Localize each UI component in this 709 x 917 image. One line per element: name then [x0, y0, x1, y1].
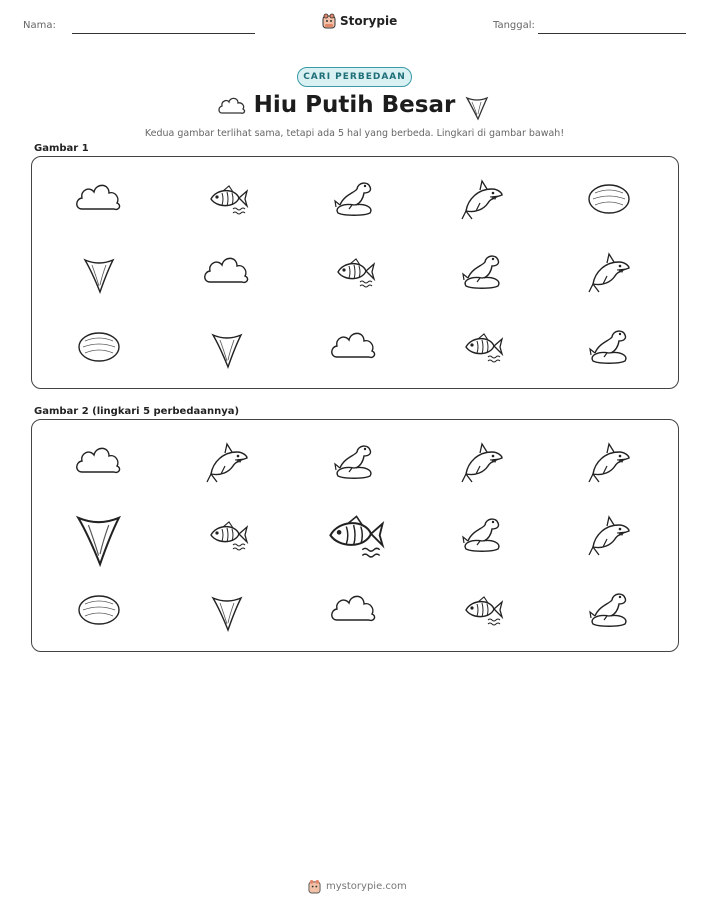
seal-icon — [581, 585, 637, 635]
picture1-cell-1-4 — [581, 247, 637, 297]
picture1-cell-0-0 — [71, 174, 127, 224]
seal-icon — [326, 174, 382, 224]
shark-tooth-icon — [58, 499, 139, 572]
fish-icon — [454, 322, 510, 372]
picture2-cell-0-3[interactable] — [454, 437, 510, 487]
shark-icon — [581, 247, 637, 297]
egg-case-icon — [71, 322, 127, 372]
picture2-cell-0-0[interactable] — [71, 437, 127, 487]
footer — [308, 879, 407, 894]
picture1-cell-2-1 — [199, 322, 255, 372]
date-label: Tanggal: — [493, 20, 535, 31]
picture2-panel[interactable] — [31, 419, 679, 652]
footer-site[interactable]: mystorypie.com — [326, 881, 407, 892]
cloud-icon — [199, 247, 255, 297]
picture1-cell-1-0 — [71, 247, 127, 297]
instructions: Kedua gambar terlihat sama, tetapi ada 5 hal yang berbeda. Lingkari di gambar bawah! — [144, 128, 565, 139]
brand-logo — [322, 13, 397, 29]
picture2-cell-0-2[interactable] — [326, 437, 382, 487]
fish-icon — [313, 499, 394, 572]
picture2-cell-2-4[interactable] — [581, 585, 637, 635]
picture2-cell-1-1[interactable] — [199, 510, 255, 560]
picture1-cell-2-4 — [581, 322, 637, 372]
fish-icon — [454, 585, 510, 635]
fish-icon — [326, 247, 382, 297]
picture2-cell-0-1[interactable] — [199, 437, 255, 487]
picture1-cell-0-2 — [326, 174, 382, 224]
picture1-cell-0-1 — [199, 174, 255, 224]
picture1-label: Gambar 1 — [34, 143, 89, 154]
picture1-cell-0-3 — [454, 174, 510, 224]
picture2-cell-0-4[interactable] — [581, 437, 637, 487]
shark-tooth-icon — [71, 247, 127, 297]
picture2-cell-1-4[interactable] — [581, 510, 637, 560]
picture1-cell-1-3 — [454, 247, 510, 297]
shark-icon — [581, 437, 637, 487]
picture2-cell-1-2[interactable] — [313, 499, 394, 572]
seal-icon — [454, 247, 510, 297]
worksheet-title: Hiu Putih Besar — [253, 92, 456, 118]
fish-icon — [199, 174, 255, 224]
picture2-cell-2-1[interactable] — [199, 585, 255, 635]
picture1-panel — [31, 156, 679, 389]
picture1-cell-1-1 — [199, 247, 255, 297]
egg-case-icon — [581, 174, 637, 224]
seal-icon — [581, 322, 637, 372]
shark-tooth-icon — [465, 93, 489, 121]
picture2-cell-2-0[interactable] — [71, 585, 127, 635]
picture1-cell-0-4 — [581, 174, 637, 224]
egg-case-icon — [71, 585, 127, 635]
storypie-mascot-icon — [322, 13, 336, 29]
picture1-cell-2-3 — [454, 322, 510, 372]
name-field[interactable] — [72, 33, 255, 34]
picture2-cell-1-3[interactable] — [454, 510, 510, 560]
shark-icon — [454, 437, 510, 487]
fish-icon — [199, 510, 255, 560]
activity-badge: CARI PERBEDAAN — [297, 67, 412, 87]
date-field[interactable] — [538, 33, 686, 34]
picture1-cell-2-2 — [326, 322, 382, 372]
picture2-label: Gambar 2 (lingkari 5 perbedaannya) — [34, 406, 240, 417]
cloud-icon — [71, 437, 127, 487]
brand-name: Storypie — [340, 14, 398, 28]
shark-icon — [454, 174, 510, 224]
picture2-cell-2-3[interactable] — [454, 585, 510, 635]
picture2-cell-1-0[interactable] — [58, 499, 139, 572]
cloud-icon — [71, 174, 127, 224]
shark-icon — [199, 437, 255, 487]
seal-icon — [326, 437, 382, 487]
name-label: Nama: — [23, 20, 56, 31]
storypie-mascot-icon — [308, 879, 321, 894]
seal-icon — [454, 510, 510, 560]
picture2-cell-2-2[interactable] — [326, 585, 382, 635]
picture1-cell-2-0 — [71, 322, 127, 372]
cloud-icon — [326, 585, 382, 635]
shark-icon — [581, 510, 637, 560]
picture1-cell-1-2 — [326, 247, 382, 297]
shark-tooth-icon — [199, 322, 255, 372]
cloud-icon — [326, 322, 382, 372]
shark-tooth-icon — [199, 585, 255, 635]
